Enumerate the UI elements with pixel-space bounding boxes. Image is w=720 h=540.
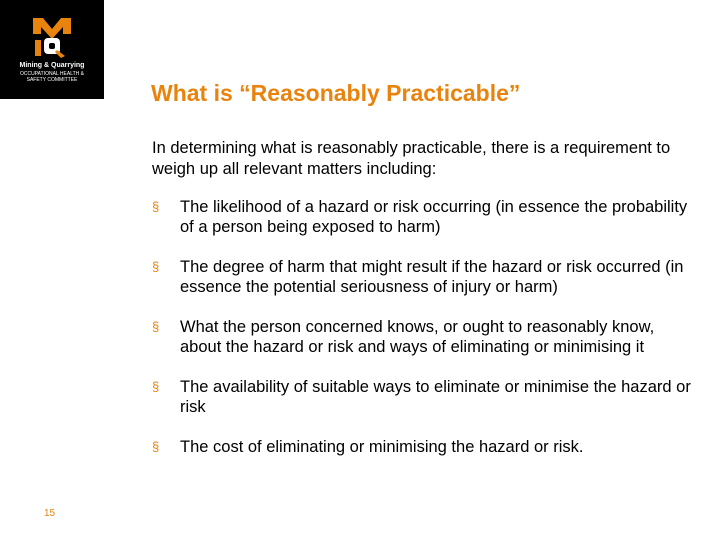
- bullet-icon: §: [152, 379, 160, 394]
- bullet-icon: §: [152, 319, 160, 334]
- list-item: [152, 377, 692, 417]
- logo-subtitle-line1: OCCUPATIONAL HEALTH &: [20, 71, 84, 77]
- logo-subtitle-line2: SAFETY COMMITTEE: [26, 77, 78, 83]
- logo-title: Mining & Quarrying: [19, 62, 85, 69]
- bullet-text: The availability of suitable ways to eliminate or minimise the hazard or risk: [180, 378, 691, 416]
- bullet-icon: §: [152, 199, 160, 214]
- intro-paragraph: In determining what is reasonably practicable, there is a requirement to weigh up all relevant matters including:: [152, 139, 671, 178]
- page-number: 15: [44, 508, 56, 519]
- bullet-list: [152, 197, 692, 477]
- list-item: [152, 257, 692, 297]
- bullet-icon: §: [152, 259, 160, 274]
- bullet-text: The cost of eliminating or minimising the hazard or risk.: [180, 438, 584, 456]
- bullet-icon: §: [152, 439, 160, 454]
- bullet-text: The likelihood of a hazard or risk occurring (in essence the probability of a person being exposed to harm): [180, 198, 688, 236]
- list-item: [152, 437, 692, 457]
- logo: [0, 0, 104, 99]
- bullet-text: The degree of harm that might result if the hazard or risk occurred (in essence the potential seriousness of injury or harm): [180, 258, 684, 296]
- sidebar: [0, 0, 104, 540]
- list-item: [152, 197, 692, 237]
- list-item: [152, 317, 692, 357]
- bullet-text: What the person concerned knows, or ought to reasonably know, about the hazard or risk and ways of eliminating or minimising it: [180, 318, 655, 356]
- mq-logo-icon: [29, 14, 75, 60]
- slide-title: What is “Reasonably Practicable”: [151, 80, 521, 106]
